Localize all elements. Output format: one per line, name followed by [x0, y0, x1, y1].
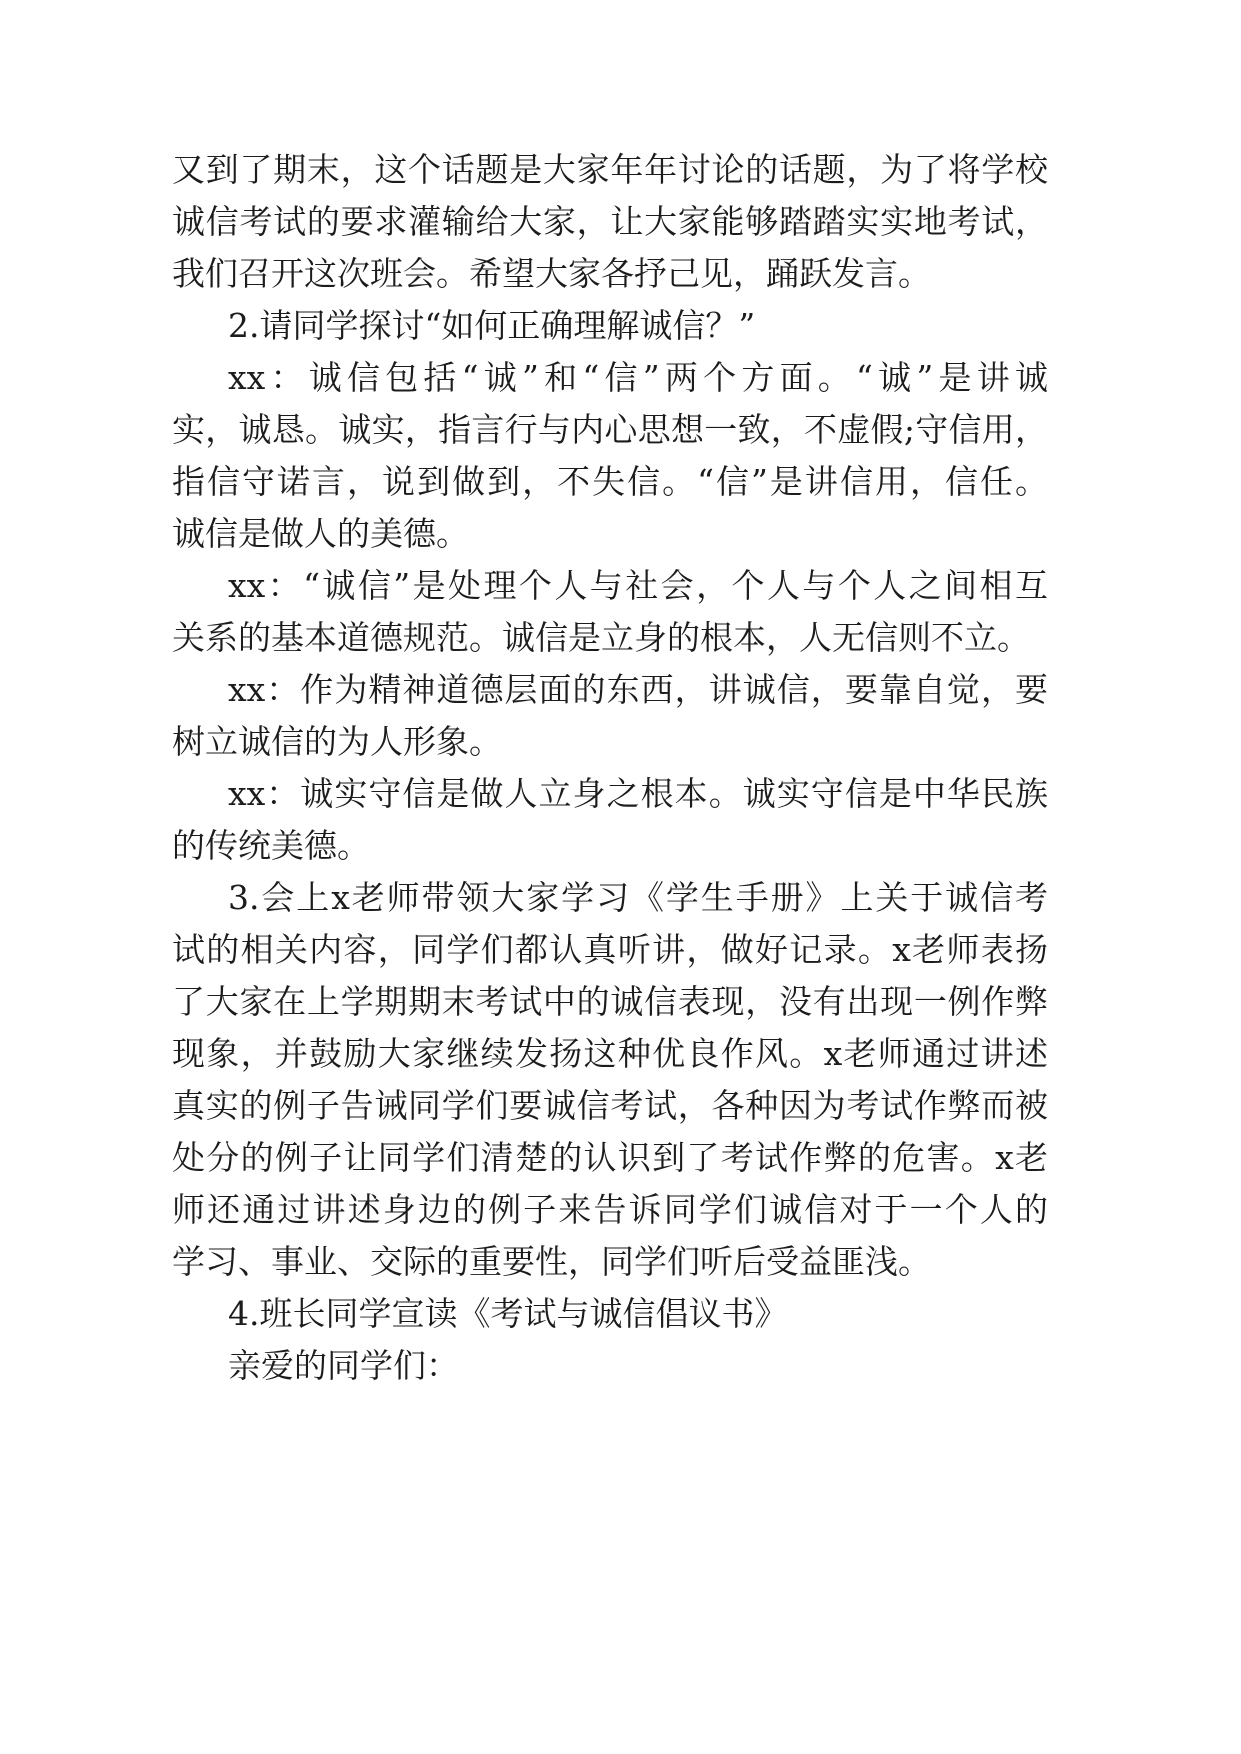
text-line: 关系的基本道德规范。诚信是立身的根本，人无信则不立。 — [172, 618, 1030, 657]
text-line: 现象，并鼓励大家继续发扬这种优良作风。x老师通过讲述 — [172, 1034, 1048, 1073]
paragraph-intro-continuation — [172, 144, 1048, 300]
text-line: 指信守诺言，说到做到，不失信。“信”是讲信用，信任。 — [172, 462, 1048, 501]
text-line: 师还通过讲述身边的例子来告诉同学们诚信对于一个人的 — [172, 1190, 1048, 1229]
paragraph-speaker-1 — [172, 352, 1048, 560]
paragraph-item-3 — [172, 872, 1048, 1288]
text-line: 试的相关内容，同学们都认真听讲，做好记录。x老师表扬 — [172, 930, 1048, 969]
text-line: 我们召开这次班会。希望大家各抒己见，踊跃发言。 — [172, 254, 931, 293]
paragraph-item-2-heading — [172, 300, 1048, 352]
text-line: 3.会上x老师带领大家学习《学生手册》上关于诚信考 — [228, 878, 1048, 917]
paragraph-speaker-3 — [172, 664, 1048, 768]
text-line: 诚信考试的要求灌输给大家，让大家能够踏踏实实地考试， — [172, 202, 1048, 241]
text-line: 树立诚信的为人形象。 — [172, 722, 502, 761]
text-line: 处分的例子让同学们清楚的认识到了考试作弊的危害。x老 — [172, 1138, 1048, 1177]
paragraph-item-4-heading — [172, 1288, 1048, 1340]
text-line: 学习、事业、交际的重要性，同学们听后受益匪浅。 — [172, 1242, 931, 1281]
text-line: 了大家在上学期期末考试中的诚信表现，没有出现一例作弊 — [172, 982, 1048, 1021]
text-line: 实，诚恳。诚实，指言行与内心思想一致，不虚假;守信用， — [172, 410, 1048, 449]
text-line: 亲爱的同学们： — [228, 1346, 459, 1385]
text-line: 2.请同学探讨“如何正确理解诚信？” — [228, 306, 756, 345]
paragraph-speaker-4 — [172, 768, 1048, 872]
paragraph-speaker-2 — [172, 560, 1048, 664]
document-body — [172, 144, 1048, 1392]
text-line: xx：诚信包括“诚”和“信”两个方面。“诚”是讲诚 — [228, 358, 1048, 397]
text-line: 4.班长同学宣读《考试与诚信倡议书》 — [228, 1294, 788, 1333]
text-line: xx：诚实守信是做人立身之根本。诚实守信是中华民族 — [228, 774, 1048, 813]
text-line: 的传统美德。 — [172, 826, 370, 865]
text-line: xx：作为精神道德层面的东西，讲诚信，要靠自觉，要 — [228, 670, 1048, 709]
text-line: 诚信是做人的美德。 — [172, 514, 469, 553]
text-line: xx：“诚信”是处理个人与社会，个人与个人之间相互 — [228, 566, 1048, 605]
text-line: 又到了期末，这个话题是大家年年讨论的话题，为了将学校 — [172, 150, 1048, 189]
paragraph-salutation — [172, 1340, 1048, 1392]
text-line: 真实的例子告诫同学们要诚信考试，各种因为考试作弊而被 — [172, 1086, 1048, 1125]
